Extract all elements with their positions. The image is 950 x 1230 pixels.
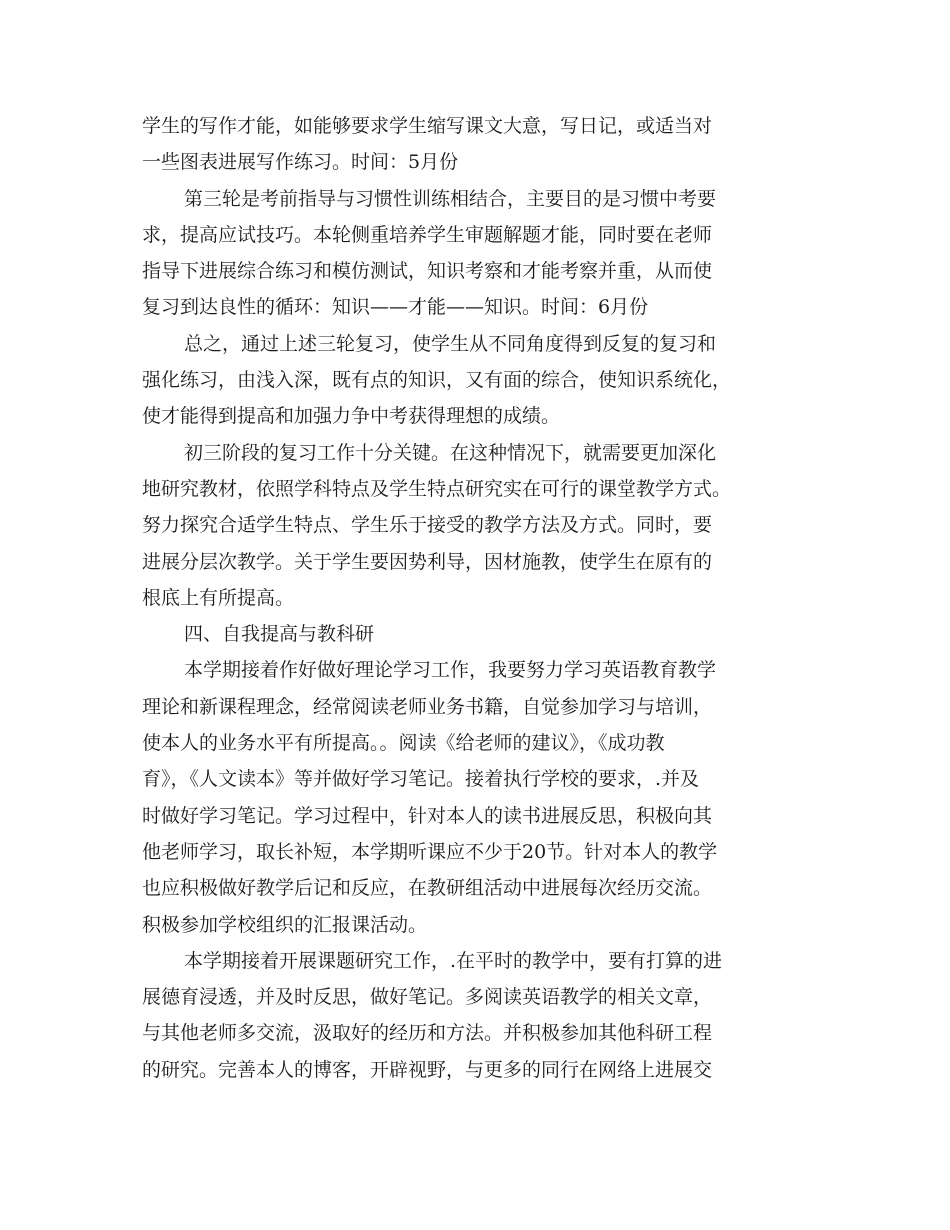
text-line: 与其他老师多交流，汲取好的经历和方法。并积极参加其他科研工程 <box>142 1022 713 1045</box>
text-line: 展德育浸透，并及时反思，做好笔记。多阅读英语教学的相关文章， <box>142 986 713 1009</box>
text-line: 理论和新课程理念，经常阅读老师业务书籍，自觉参加学习与培训， <box>142 695 713 718</box>
text-line: 四、自我提高与教科研 <box>184 623 375 646</box>
text-line: 地研究教材，依照学科特点及学生特点研究实在可行的课堂教学方式。 <box>142 477 732 500</box>
text-line: 初三阶段的复习工作十分关键。在这种情况下，就需要更加深化 <box>184 441 717 464</box>
text-line: 时做好学习笔记。学习过程中，针对本人的读书进展反思，积极向其 <box>142 804 713 827</box>
text-line: 第三轮是考前指导与习惯性训练相结合，主要目的是习惯中考要 <box>184 187 717 210</box>
text-line: 强化练习，由浅入深，既有点的知识，又有面的综合，使知识系统化， <box>142 369 732 392</box>
text-line: 也应积极做好教学后记和反应，在教研组活动中进展每次经历交流。 <box>142 877 713 900</box>
text-line: 积极参加学校组织的汇报课活动。 <box>142 913 428 936</box>
text-line: 复习到达良性的循环：知识——才能——知识。时间：6月份 <box>142 296 649 319</box>
text-line: 本学期接着作好做好理论学习工作，我要努力学习英语教育教学 <box>184 659 717 682</box>
text-line: 求，提高应试技巧。本轮侧重培养学生审题解题才能，同时要在老师 <box>142 223 713 246</box>
text-line: 他老师学习，取长补短，本学期听课应不少于20节。针对本人的教学 <box>142 840 718 863</box>
text-line: 学生的写作才能，如能够要求学生缩写课文大意，写日记，或适当对 <box>142 115 713 137</box>
text-line: 的研究。完善本人的博客，开辟视野，与更多的同行在网络上进展交 <box>142 1058 713 1081</box>
text-line: 指导下进展综合练习和模仿测试，知识考察和才能考察并重，从而使 <box>142 260 713 283</box>
text-line: 努力探究合适学生特点、学生乐于接受的教学方法及方式。同时，要 <box>142 514 713 537</box>
text-line: 一些图表进展写作练习。时间：5月份 <box>142 151 459 174</box>
text-line: 使才能得到提高和加强力争中考获得理想的成绩。 <box>142 405 561 428</box>
document-body <box>142 108 822 1088</box>
text-line: 使本人的业务水平有所提高。。阅读《给老师的建议》，《成功教 <box>142 732 665 755</box>
text-line: 本学期接着开展课题研究工作，.在平时的教学中，要有打算的进 <box>184 949 723 972</box>
text-line: 总之，通过上述三轮复习，使学生从不同角度得到反复的复习和 <box>184 332 717 355</box>
text-line: 育》，《人文读本》等并做好学习笔记。接着执行学校的要求，.并及 <box>142 768 700 791</box>
text-line: 进展分层次教学。关于学生要因势利导，因材施教，使学生在原有的 <box>142 550 713 573</box>
text-line: 根底上有所提高。 <box>142 586 295 609</box>
